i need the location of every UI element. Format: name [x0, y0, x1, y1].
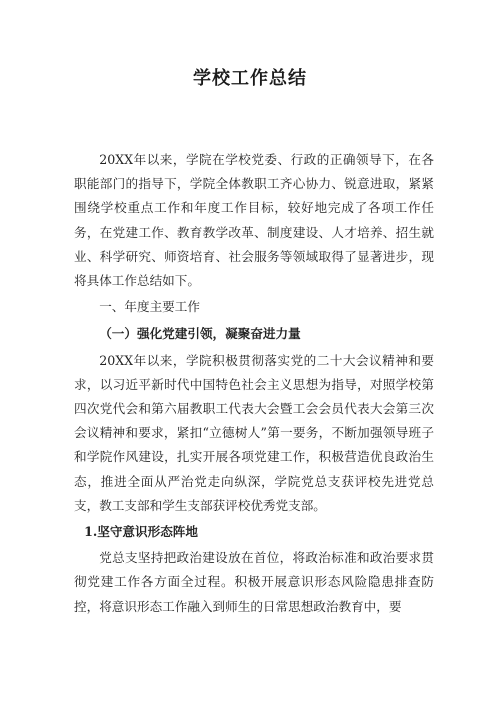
section-heading: 一、年度主要工作	[99, 299, 200, 315]
subsection-paragraph: 20XX年以来，学院积极贯彻落实党的二十大会议精神和要求，以习近平新时代中国特色社会主义思想为指导，对照学校第四次党代会和第六届教职工代表大会暨工会会员代表大会第三次会议精神和要求，紧扣“立德树人”第一要务，不断加强领导班子和学院作风建设，扎实开展各项党建工作，积极营造优良政治生态，推进全面从严治党走向纵深，学院党总支获评校先进党总支，教工支部和学生支部获评校优秀党支部。	[74, 352, 434, 513]
intro-paragraph: 20XX年以来，学院在学校党委、行政的正确领导下，在各职能部门的指导下，学院全体教职工齐心协力、锐意进取，紧紧围绕学校重点工作和年度工作目标，较好地完成了各项工作任务，在党建工作、教育教学改革、制度建设、人才培养、招生就业、科学研究、师资培育、社会服务等领域取得了显著进步，现将具体工作总结如下。	[74, 152, 434, 289]
point-heading: 1.坚守意识形态阵地	[84, 524, 198, 540]
document-title: 学校工作总结	[193, 68, 307, 89]
subsection-heading: （一）强化党建引领，凝聚奋进力量	[99, 326, 301, 342]
document-body	[74, 148, 434, 619]
point-paragraph: 党总支坚持把政治建设放在首位，将政治标准和政治要求贯彻党建工作各方面全过程。积极开展意识形态风险隐患排查防控，将意识形态工作融入到师生的日常思想政治教育中，要	[74, 550, 434, 614]
